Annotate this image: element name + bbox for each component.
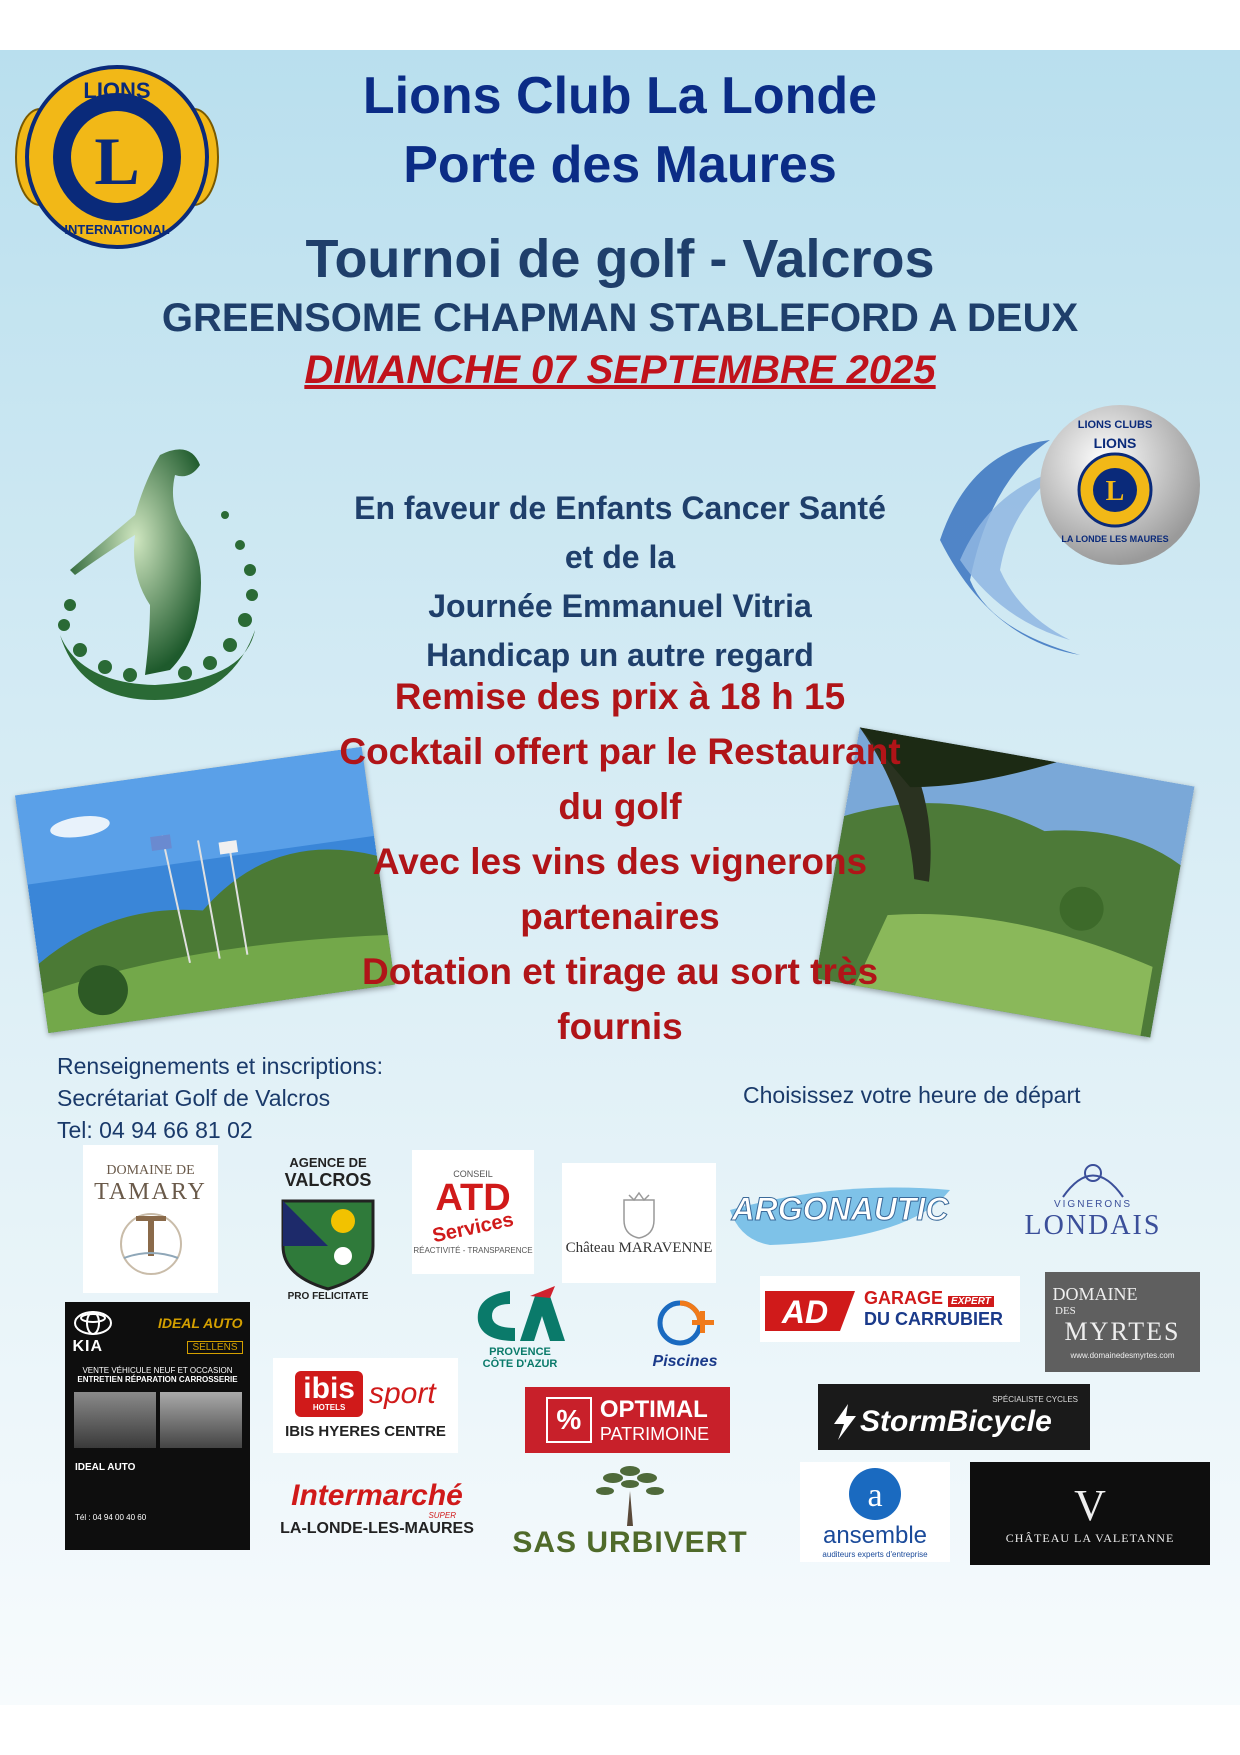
- ibis-box: [295, 1371, 363, 1417]
- ibis-hotels: HOTELS: [312, 1403, 346, 1412]
- londais-arch-icon: [1043, 1159, 1143, 1199]
- sponsor-logo-argonautic: [730, 1170, 950, 1250]
- club-name-line2: Porte des Maures: [403, 136, 837, 194]
- optimal-line1: OPTIMAL: [599, 1395, 708, 1423]
- londais-line1: VIGNERONS: [1053, 1198, 1132, 1210]
- myrtes-line3: MYRTES: [1064, 1317, 1181, 1346]
- tamary-line2: TAMARY: [94, 1178, 207, 1205]
- ad-text: [864, 1288, 1003, 1330]
- lions-letter: L: [94, 123, 140, 199]
- ideal-auto-title: IDEAL AUTO: [157, 1315, 243, 1331]
- ibis-caption: IBIS HYERES CENTRE: [285, 1423, 446, 1440]
- piscines-icon: [650, 1293, 720, 1353]
- beneficiary-line: Handicap un autre regard: [426, 637, 814, 673]
- intermarche-line1: Intermarché: [291, 1478, 463, 1512]
- ca-line1: PROVENCE: [489, 1346, 551, 1358]
- valetanne-name: CHÂTEAU LA VALETANNE: [1005, 1531, 1175, 1545]
- ad-line1: GARAGE: [864, 1288, 944, 1308]
- contact-heading: Renseignements et inscriptions:: [57, 1053, 383, 1079]
- sponsor-logo-ansemble: [800, 1462, 950, 1562]
- myrtes-url: www.domainedesmyrtes.com: [1070, 1351, 1175, 1360]
- ca-line2: CÔTE D'AZUR: [482, 1358, 558, 1370]
- beneficiary-line: En faveur de Enfants Cancer Santé: [354, 490, 886, 526]
- valcros-line1: AGENCE DE: [289, 1154, 367, 1170]
- intermarche-super: SUPER: [428, 1510, 456, 1520]
- ad-expert: EXPERT: [948, 1296, 994, 1307]
- sellens-logo: SELLENS: [187, 1341, 242, 1354]
- intermarche-line2: LA-LONDE-LES-MAURES: [280, 1519, 474, 1537]
- maravenne-name: Château MARAVENNE: [565, 1239, 713, 1256]
- sponsor-logo-atd-services: [412, 1150, 534, 1274]
- storm-bolt-icon: [830, 1404, 860, 1440]
- program-line: du golf: [558, 786, 682, 827]
- ideal-auto-cars: [74, 1392, 242, 1448]
- ball-text-top: LIONS CLUBS: [1077, 419, 1153, 431]
- event-format: GREENSOME CHAPMAN STABLEFORD A DEUX: [161, 296, 1079, 340]
- sponsor-logo-chateau-la-valetanne: [970, 1462, 1210, 1565]
- argonautic-wave-icon: [730, 1170, 950, 1250]
- ad-logo-icon: [760, 1281, 860, 1337]
- sponsor-logo-vignerons-londais: [1008, 1150, 1178, 1250]
- beneficiaries-block: [0, 490, 1240, 686]
- sponsor-logo-sas-urbivert: [505, 1453, 755, 1563]
- valetanne-letter: V: [1074, 1481, 1106, 1530]
- atd-big: ATD: [435, 1177, 511, 1219]
- ibis-mark: [295, 1371, 435, 1417]
- tee-time-note: Choisissez votre heure de départ: [743, 1082, 1081, 1108]
- atd-small: CONSEIL: [453, 1169, 493, 1179]
- ideal-name-bottom: IDEAL AUTO: [75, 1462, 136, 1473]
- sponsor-logo-maravenne: [562, 1163, 716, 1283]
- sponsor-logo-ibis-sport: [273, 1358, 458, 1453]
- ansemble-line2: auditeurs experts d'entreprise: [822, 1549, 928, 1559]
- ball-letter: L: [1105, 476, 1125, 507]
- sponsor-logo-stormbicycle: [818, 1384, 1090, 1450]
- lions-ring-top: LIONS: [83, 78, 151, 103]
- sponsor-logo-domaine-des-myrtes: [1045, 1272, 1200, 1372]
- ideal-services-2: ENTRETIEN RÉPARATION CARROSSERIE: [77, 1375, 238, 1384]
- optimal-percent-icon: %: [546, 1397, 592, 1443]
- event-date: DIMANCHE 07 SEPTEMBRE 2025: [304, 348, 936, 392]
- program-block: [0, 676, 1240, 1061]
- tamary-emblem-icon: [106, 1206, 196, 1276]
- beneficiary-line: et de la: [564, 539, 676, 575]
- tamary-line1: DOMAINE DE: [106, 1162, 195, 1178]
- beneficiary-line: Journée Emmanuel Vitria: [428, 588, 812, 624]
- argonautic-text: ARGONAUTIC: [731, 1191, 949, 1227]
- ball-text-bottom: LA LONDE LES MAURES: [1061, 534, 1169, 544]
- contact-phone: Tel: 04 94 66 81 02: [57, 1117, 253, 1143]
- piscines-text: Piscines: [652, 1353, 718, 1370]
- valcros-line2: VALCROS: [284, 1169, 372, 1190]
- event-title: Tournoi de golf - Valcros: [305, 229, 935, 289]
- myrtes-line2: DES: [1055, 1305, 1076, 1317]
- program-line: Avec les vins des vignerons: [372, 841, 868, 882]
- poster: [0, 50, 1240, 1705]
- lions-ring-bottom: INTERNATIONAL: [64, 222, 170, 237]
- optimal-text: [600, 1396, 709, 1445]
- olive-tree-icon: [585, 1456, 675, 1526]
- ansemble-icon: [845, 1466, 905, 1522]
- myrtes-title: [1053, 1284, 1193, 1305]
- londais-line2: LONDAIS: [1024, 1209, 1162, 1241]
- maravenne-crest-icon: [609, 1190, 669, 1240]
- valcros-motto: PRO FELICITATE: [287, 1290, 369, 1302]
- program-line: fournis: [557, 1006, 683, 1047]
- storm-big: StormBicycle: [860, 1404, 1052, 1438]
- svg-text:a: a: [867, 1476, 883, 1514]
- ad-line2: DU CARRUBIER: [864, 1309, 1003, 1329]
- sponsor-logo-ideal-auto: [65, 1302, 250, 1550]
- ideal-auto-brands: [73, 1338, 243, 1356]
- contact-block: [57, 1050, 383, 1146]
- program-line: Dotation et tirage au sort très: [361, 951, 879, 992]
- optimal-line2: PATRIMOINE: [599, 1423, 710, 1444]
- sponsor-logo-piscines: [630, 1282, 740, 1382]
- urbivert-text: SAS URBIVERT: [512, 1526, 748, 1559]
- sponsor-logo-agence-valcros: [268, 1153, 388, 1303]
- ansemble-line1: ansemble: [822, 1521, 928, 1549]
- car-photo-2: [160, 1392, 242, 1448]
- ibis-line1: ibis: [303, 1372, 355, 1405]
- sponsor-logo-tamary: [83, 1145, 218, 1293]
- ideal-services-1: VENTE VÉHICULE NEUF ET OCCASION: [82, 1366, 233, 1375]
- program-line: partenaires: [520, 896, 720, 937]
- ideal-auto-header: [73, 1310, 243, 1336]
- valcros-shield-icon: [273, 1191, 383, 1291]
- credit-agricole-icon: [470, 1286, 570, 1346]
- contact-secretariat: Secrétariat Golf de Valcros: [57, 1085, 331, 1111]
- ibis-line2: sport: [368, 1377, 436, 1410]
- club-name-line1: Lions Club La Londe: [362, 67, 878, 125]
- sponsor-logo-ad-garage: [760, 1276, 1020, 1342]
- sponsor-logo-intermarche: [268, 1468, 486, 1550]
- ideal-tel: Tél : 04 94 00 40 60: [75, 1513, 147, 1522]
- atd-tagline: RÉACTIVITÉ - TRANSPARENCE: [413, 1246, 533, 1255]
- storm-row: [830, 1404, 1090, 1440]
- storm-small: SPÉCIALISTE CYCLES: [992, 1394, 1078, 1404]
- program-line: Remise des prix à 18 h 15: [394, 676, 846, 717]
- toyota-icon: [73, 1310, 113, 1336]
- ad-mark: AD: [781, 1294, 829, 1330]
- sponsor-logo-credit-agricole: [465, 1278, 575, 1378]
- program-line: Cocktail offert par le Restaurant: [339, 731, 901, 772]
- kia-logo: KIA: [72, 1338, 104, 1355]
- sponsor-logo-optimal-patrimoine: [525, 1387, 730, 1453]
- atd-services: Services: [430, 1208, 516, 1248]
- ball-text-mid: LIONS: [1093, 435, 1137, 451]
- optimal-inner: [546, 1396, 709, 1445]
- myrtes-line1: DOMAINE: [1052, 1284, 1138, 1304]
- car-photo-1: [74, 1392, 156, 1448]
